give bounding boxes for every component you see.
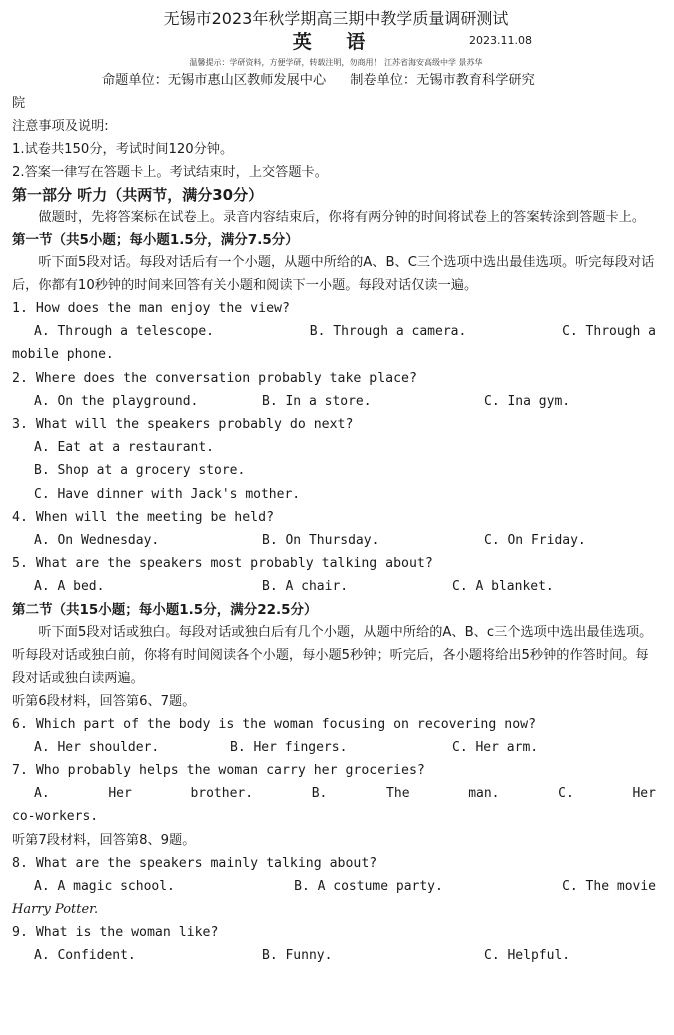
author-unit: 命题单位：无锡市惠山区教师发展中心 bbox=[102, 73, 327, 88]
option-a: A. A bed. bbox=[34, 579, 105, 595]
question-stem: 8. What are the speakers mainly talking about? bbox=[12, 855, 378, 871]
option-c-word: Her bbox=[632, 786, 656, 802]
note-item: 1.试卷共150分，考试时间120分钟。 bbox=[12, 142, 234, 157]
option-c: C. On Friday. bbox=[484, 533, 586, 549]
section1-intro: 听下面5段对话。每段对话后有一个小题，从题中所给的A、B、C三个选项中选出最佳选项。听完每段对话后，你都有10秒钟的时间来回答有关小题和阅读下一小题。每段对话仅读一遍。 bbox=[12, 255, 655, 293]
option-c: C. A blanket. bbox=[452, 579, 554, 595]
option-c-letter: C. bbox=[558, 786, 574, 802]
tip-line: 温馨提示：学研资料，方便学研，转载注明，勿商用！ 江苏省海安高级中学 景苏华 bbox=[189, 58, 483, 67]
option-c: C. Through a bbox=[562, 324, 656, 340]
section1-heading: 第一节（共5小题；每小题1.5分，满分7.5分） bbox=[12, 232, 299, 248]
option-a-word: brother. bbox=[190, 786, 254, 802]
notes-heading: 注意事项及说明: bbox=[12, 119, 109, 134]
section2-heading: 第二节（共15小题；每小题1.5分，满分22.5分） bbox=[12, 601, 318, 618]
note-item: 2.答案一律写在答题卡上。考试结束时，上交答题卡。 bbox=[12, 165, 328, 180]
option-continued: Harry Potter. bbox=[12, 902, 99, 918]
question-stem: 5. What are the speakers most probably talking about? bbox=[12, 556, 433, 572]
part1-heading: 第一部分 听力（共两节，满分30分） bbox=[12, 186, 264, 204]
question-options bbox=[12, 944, 660, 967]
question-stem: 2. Where does the conversation probably take place? bbox=[12, 370, 417, 386]
subject-name: 英 语 bbox=[292, 31, 380, 53]
question-options bbox=[12, 320, 660, 343]
question-stem: 1. How does the man enjoy the view? bbox=[12, 301, 290, 316]
print-unit-continued: 院 bbox=[12, 96, 26, 111]
option-b: B. Funny. bbox=[262, 948, 333, 964]
option-b-letter: B. bbox=[311, 786, 328, 802]
material-note: 听第6段材料，回答第6、7题。 bbox=[12, 693, 196, 709]
question-options bbox=[12, 529, 660, 552]
option-b: B. Through a camera. bbox=[309, 324, 467, 340]
option-b: B. A costume party. bbox=[294, 878, 443, 894]
option-b: B. On Thursday. bbox=[262, 533, 380, 549]
question-stem: 6. Which part of the body is the woman focusing on recovering now? bbox=[12, 716, 537, 732]
option-b-word: man. bbox=[468, 786, 500, 802]
option-b: B. In a store. bbox=[262, 393, 372, 409]
option-a: A. On the playground. bbox=[34, 393, 199, 409]
option-a: A. Confident. bbox=[34, 948, 136, 964]
question-stem: 4. When will the meeting be held? bbox=[12, 509, 275, 525]
option-continued: co-workers. bbox=[12, 809, 99, 825]
part1-intro: 做题时，先将答案标在试卷上。录音内容结束后，你将有两分钟的时间将试卷上的答案转涂到答题卡上。 bbox=[38, 210, 646, 225]
units-line bbox=[12, 70, 660, 92]
print-unit: 制卷单位：无锡市教育科学研究 bbox=[350, 73, 535, 88]
option-c: C. Ina gym. bbox=[484, 393, 571, 409]
question-options bbox=[12, 736, 660, 759]
question-stem: 9. What is the woman like? bbox=[12, 925, 219, 941]
option-c: C. Her arm. bbox=[452, 739, 539, 755]
option-b-word: The bbox=[386, 786, 410, 802]
option-c: C. Have dinner with Jack's mother. bbox=[34, 486, 301, 502]
question-stem: 7. Who probably helps the woman carry her groceries? bbox=[12, 763, 425, 779]
question-options bbox=[12, 782, 660, 805]
question-options bbox=[12, 575, 660, 598]
subject-row bbox=[12, 30, 660, 54]
option-c: C. Helpful. bbox=[484, 948, 571, 964]
material-note: 听第7段材料，回答第8、9题。 bbox=[12, 832, 196, 848]
section2-intro: 听下面5段对话或独白。每段对话或独白后有几个小题，从题中所给的A、B、c三个选项中选出最佳选项。听每段对话或独白前，你将有时间阅读各个小题，每小题5秒钟；听完后，各小题将给出5秒钟的作答时间。每段对话或独白读两遍。 bbox=[12, 624, 653, 686]
option-a: A. Eat at a restaurant. bbox=[34, 440, 215, 456]
option-b: B. A chair. bbox=[262, 579, 349, 595]
question-options bbox=[12, 390, 660, 413]
question-stem: 3. What will the speakers probably do next? bbox=[12, 417, 354, 433]
option-b: B. Her fingers. bbox=[230, 739, 348, 755]
exam-date: 2023.11.08 bbox=[469, 34, 532, 47]
option-a: A. Through a telescope. bbox=[34, 324, 215, 340]
option-a-word: Her bbox=[108, 786, 132, 802]
option-a: A. On Wednesday. bbox=[34, 533, 160, 549]
option-b: B. Shop at a grocery store. bbox=[34, 463, 246, 479]
option-a-letter: A. bbox=[34, 786, 50, 802]
exam-title: 无锡市2023年秋学期高三期中教学质量调研测试 bbox=[163, 9, 509, 28]
option-a: A. Her shoulder. bbox=[34, 739, 160, 755]
option-continued: mobile phone. bbox=[12, 347, 114, 363]
option-c: C. The movie bbox=[562, 878, 656, 894]
option-a: A. A magic school. bbox=[34, 878, 175, 894]
question-options bbox=[12, 875, 660, 898]
